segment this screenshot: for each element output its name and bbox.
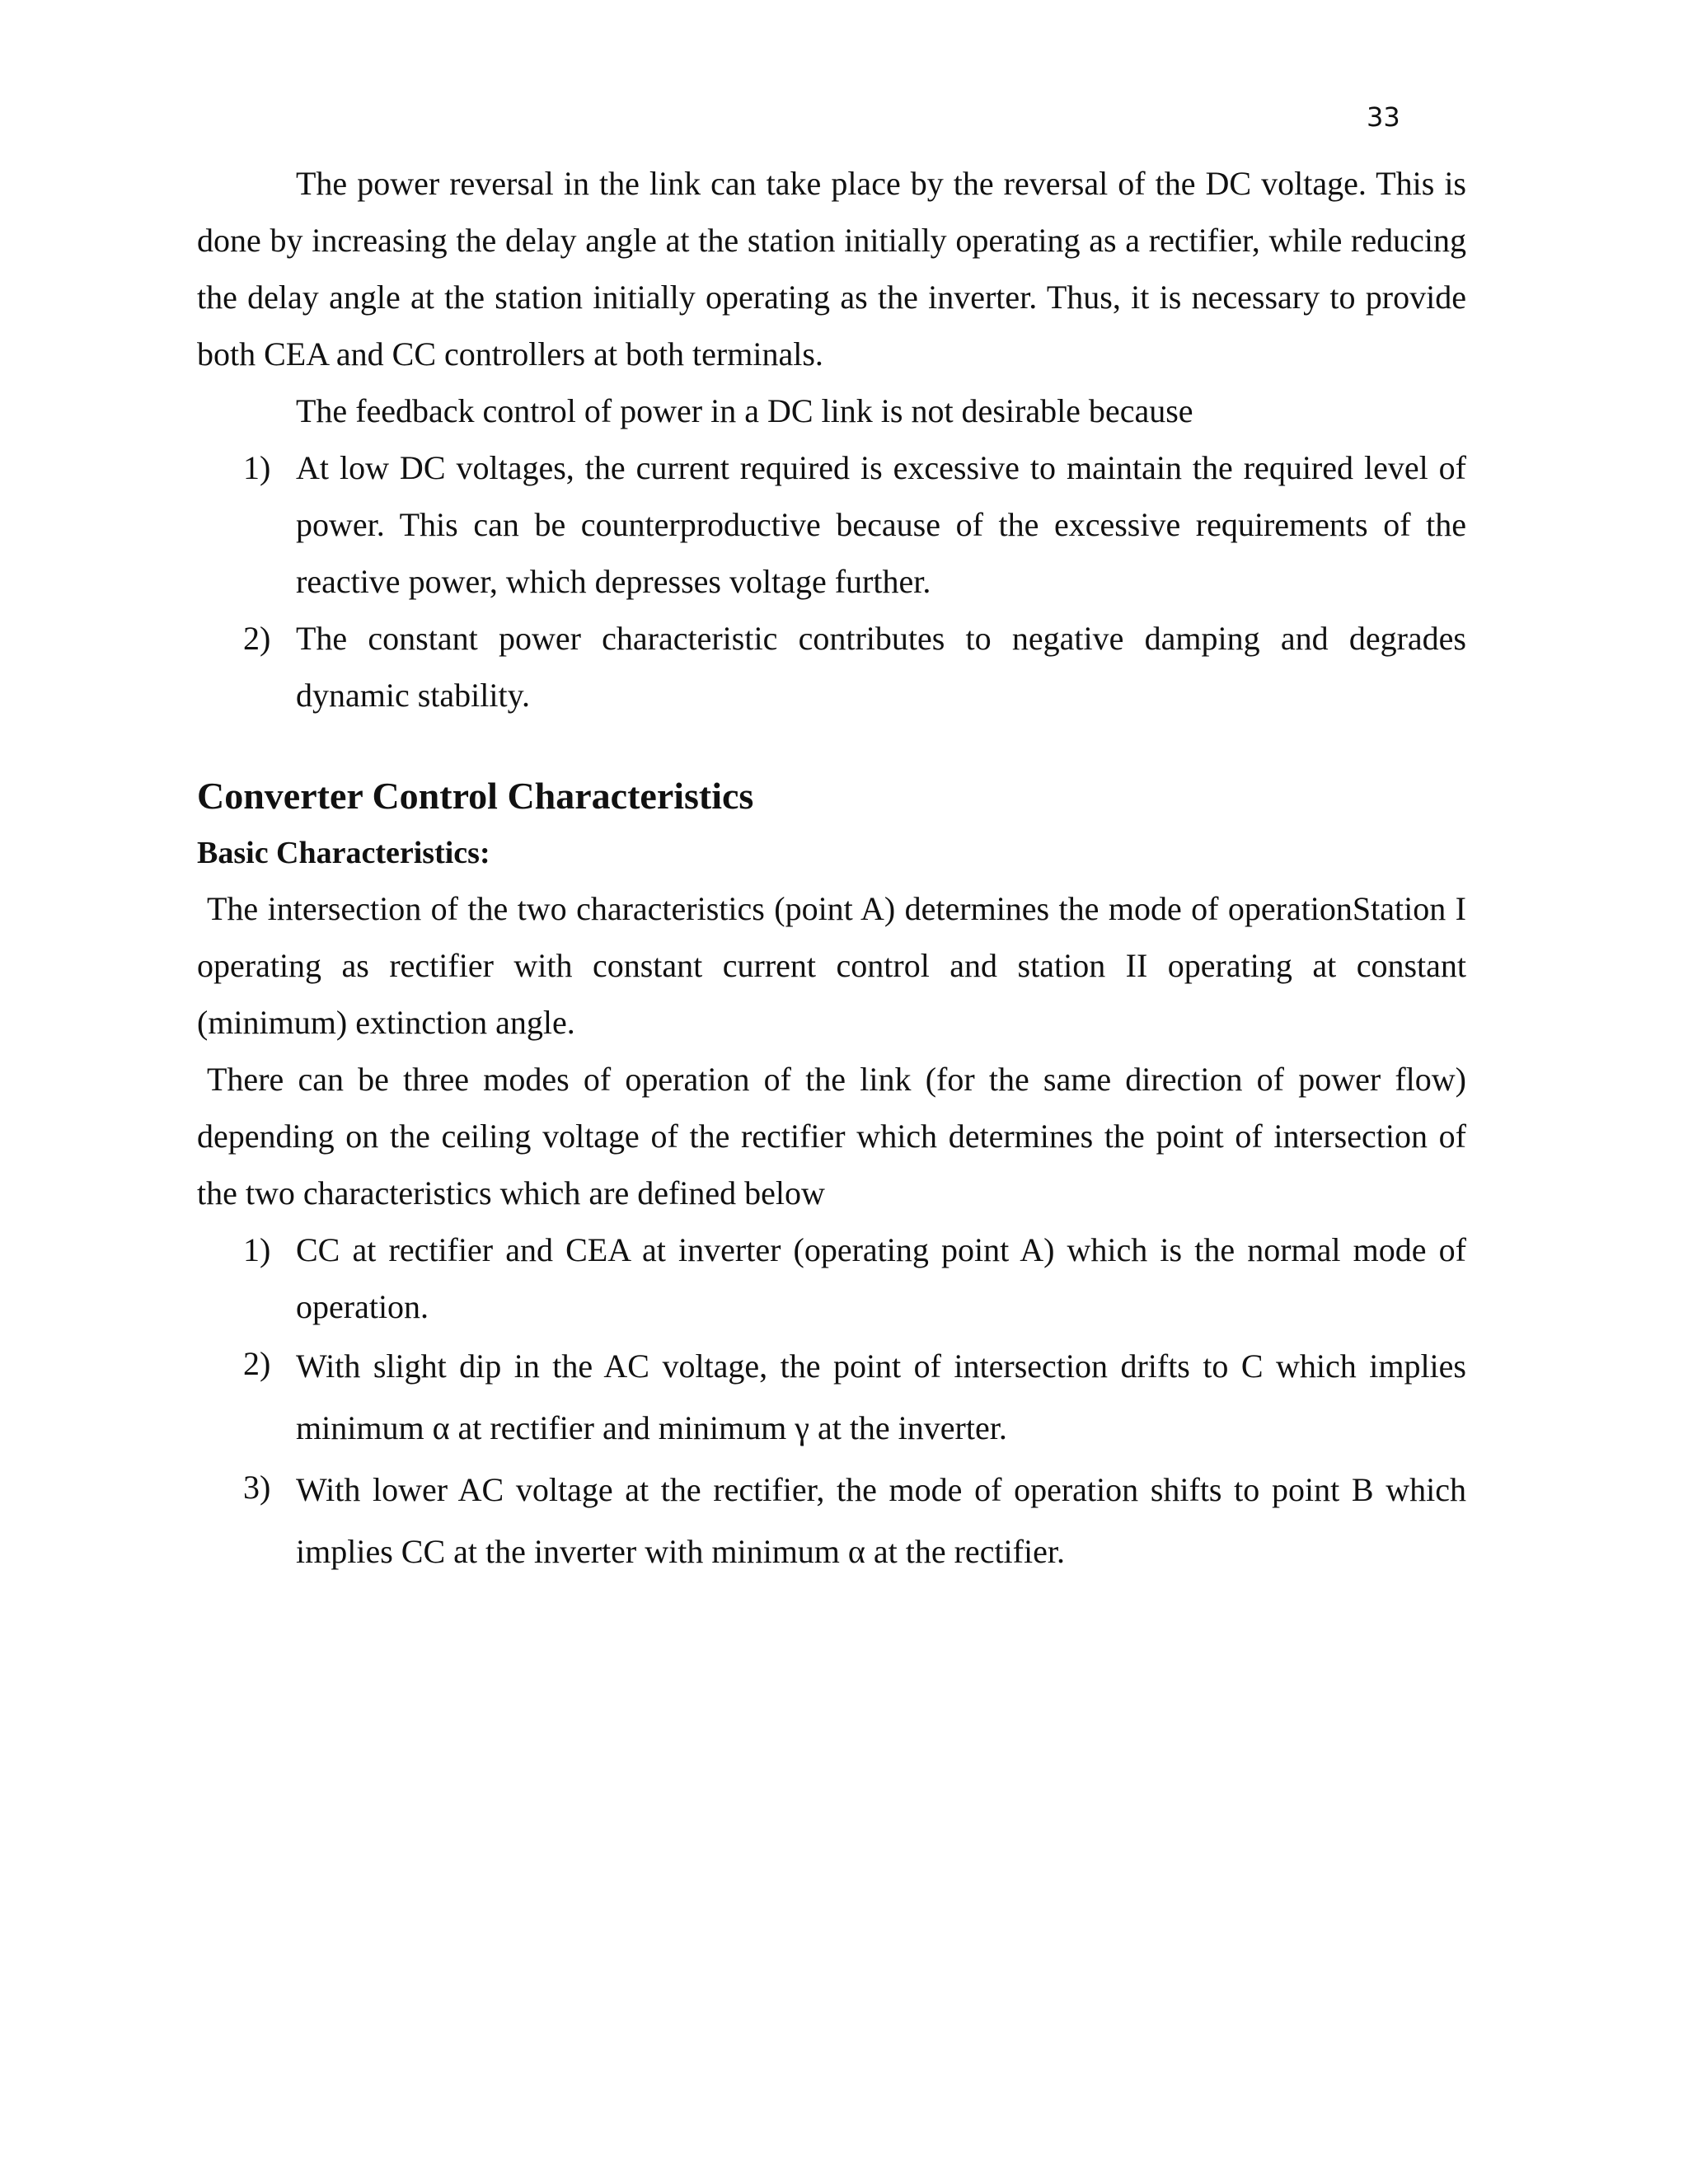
list-item-number: 1) xyxy=(243,449,271,486)
section-heading: Converter Control Characteristics xyxy=(197,775,754,817)
list-item xyxy=(197,610,1466,724)
list-item-number: 1) xyxy=(243,1231,271,1268)
list-item xyxy=(197,1459,1466,1582)
list-item-text: The constant power characteristic contributes to negative damping and degrades dynamic stability. xyxy=(296,620,1466,714)
feedback-reasons-list xyxy=(197,439,1466,724)
list-item-number: 3) xyxy=(243,1469,271,1506)
list-item xyxy=(197,1221,1466,1335)
list-item-text: With lower AC voltage at the rectifier, the mode of operation shifts to point B which implies CC at the inverter with minimum α at the rectifier. xyxy=(296,1471,1466,1570)
document-body xyxy=(197,155,1466,1582)
list-item-text: CC at rectifier and CEA at inverter (operating point A) which is the normal mode of operation. xyxy=(296,1231,1466,1325)
modes-list xyxy=(197,1221,1466,1582)
list-item-text: With slight dip in the AC voltage, the point of intersection drifts to C which implies minimum α at rectifier and minimum γ at the inverter. xyxy=(296,1347,1466,1446)
intro-paragraph-feedback-control: The feedback control of power in a DC link is not desirable because xyxy=(296,392,1193,429)
list-item xyxy=(197,439,1466,610)
list-item-text: At low DC voltages, the current required is excessive to maintain the required level of power. This can be counterproductive because of the excessive requirements of the reactive power, which depresses voltage further. xyxy=(296,449,1466,600)
page-number: 33 xyxy=(1367,101,1400,133)
list-item xyxy=(197,1335,1466,1459)
intro-paragraph-power-reversal: The power reversal in the link can take place by the reversal of the DC voltage. This is done by increasing the delay angle at the station initially operating as a rectifier, while reducing the delay angle at the station initially operating as the inverter. Thus, it is necessary to provide both CEA and CC controllers at both terminals. xyxy=(197,165,1466,373)
subheading: Basic Characteristics: xyxy=(197,836,490,870)
section-paragraph-intersection: The intersection of the two characteristics (point A) determines the mode of operationStation I operating as rectifier with constant current control and station II operating at constant (minimum) extinction angle. xyxy=(197,890,1466,1041)
list-item-number: 2) xyxy=(243,620,271,657)
list-item-number: 2) xyxy=(243,1345,271,1382)
section-paragraph-modes: There can be three modes of operation of the link (for the same direction of power flow) depending on the ceiling voltage of the rectifier which determines the point of intersection of the two characteristics which are defined below xyxy=(197,1061,1466,1212)
